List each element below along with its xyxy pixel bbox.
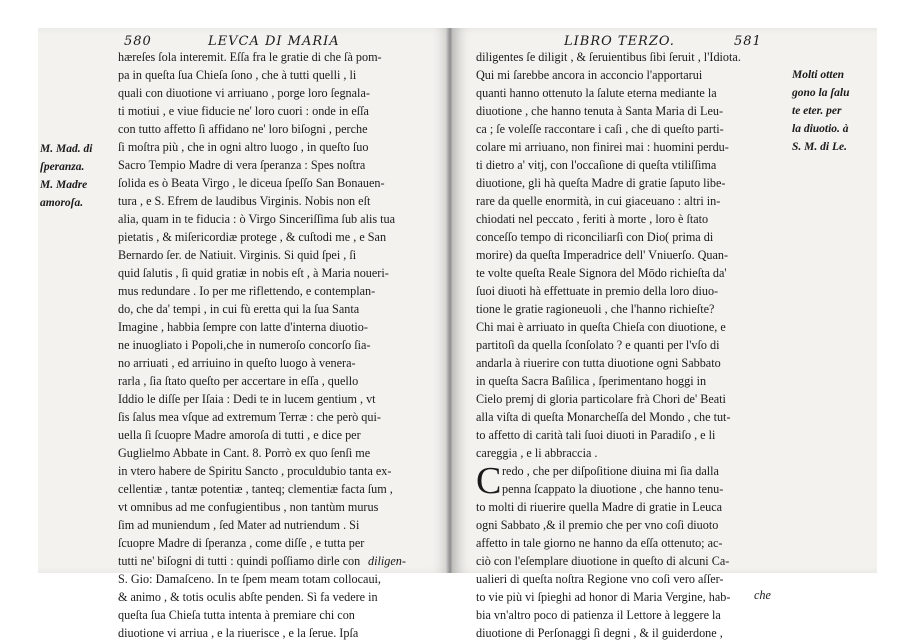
margin-note: ſperanza.	[40, 161, 85, 173]
drop-cap: C	[476, 460, 502, 502]
text-line: morire) da queſta Imperadrice dell' Vniuerſo. Quan-	[476, 248, 729, 262]
text-line: chiodati nel peccato , feriti à morte , loro è ſtato	[476, 212, 709, 226]
margin-note: M. Mad. di	[40, 143, 93, 155]
text-line: Bernardo ſer. de Natiuit. Virginis. Si quid ſpei , ſi	[118, 248, 357, 262]
right-page	[452, 28, 877, 640]
text-line: ogni Sabbato ,& il premio che per vno coſi diuoto	[476, 518, 719, 532]
text-line: vt omnibus ad me confugientibus , non tantùm murus	[118, 500, 379, 514]
text-line: tutti ne' biſogni di tutti : quindi poſſiamo dirle con	[118, 554, 361, 568]
text-line: Chi mai è arriuato in queſta Chieſa con diuotione, e	[476, 320, 726, 334]
text-line: penna ſcappato la diuotione , che hanno tenu-	[502, 482, 724, 496]
right-margin-notes	[792, 66, 850, 156]
text-line: colare mi arriuano, non finirei mai : huomini perdu-	[476, 140, 729, 154]
text-line: Guglielmo Abbate in Cant. 8. Porrò ex quo ſenſi me	[118, 446, 371, 460]
right-catchword: che	[754, 588, 771, 602]
margin-note: gono la ſalu	[792, 87, 850, 99]
text-line: diuotione di Perſonaggi ſì degni , & il guiderdone ,	[476, 626, 723, 640]
text-line: redo , che per diſpoſitione diuina mi ſia dalla	[502, 464, 719, 478]
text-line: queſta ſua Chieſa tutta intenta à premiare chi con	[118, 608, 355, 622]
text-line: Iddio le diſſe per Iſaia : Dedi te in lucem gentium , vt	[118, 392, 376, 406]
text-line: to affetto di carità tali ſuoi diuoti in Paradiſo , e li	[476, 428, 716, 442]
right-page-number: 581	[734, 34, 762, 49]
text-line: partitoſi da quella ſconſolato ? e quanti per l'vſo di	[476, 338, 720, 352]
text-line: alla viſta di queſta Monarcheſſa del Mondo , che tut-	[476, 410, 731, 424]
text-line: te volte queſta Reale Signora del Mōdo richieſta da'	[476, 266, 727, 280]
text-line: diuotione vi arriua , e la riuerisce , e la ſerue. Ipſa	[118, 626, 359, 640]
text-line: tione le gratie ragioneuoli , che l'hanno richieſte?	[476, 302, 715, 316]
margin-note: M. Madre	[40, 179, 88, 191]
text-line: Sacro Tempio Madre di vera ſperanza : Spes noſtra	[118, 158, 366, 172]
text-line: & animo , & totis oculis abſte penden. Sì fa vedere in	[118, 590, 378, 604]
text-line: Qui mi ſarebbe ancora in acconcio l'apportarui	[476, 68, 703, 82]
text-line: alia, quam in te fiducia : ò Virgo Sinceriſſima ſub alis tua	[118, 212, 396, 226]
text-line: Cielo premj di gloria particolare frà Chori de' Beati	[476, 392, 726, 406]
text-line: ne inuogliato i Popoli,che in numeroſo concorſo ſia-	[118, 338, 371, 352]
text-line: quali con diuotione vi arriuano , porge loro ſegnala-	[118, 86, 370, 100]
right-body-text-paragraph-2	[476, 462, 782, 642]
text-line: no arriuati , ed arriuino in queſto luogo à venera-	[118, 356, 356, 370]
text-line: bia vn'altro poco di patienza il Lettore à leggere la	[476, 608, 721, 622]
text-line: in queſta Sacra Baſilica , ſperimentano hoggi in	[476, 374, 707, 388]
left-page	[38, 28, 448, 640]
text-line: pa in queſta ſua Chieſa ſono , che à tutti quelli , li	[118, 68, 357, 82]
text-line: in vtero habere de Spiritu Sancto , proculdubio tanta ex-	[118, 464, 392, 478]
text-line: quid ſalutis , ſi quid gratiæ in nobis eſt , à Maria noueri-	[118, 266, 389, 280]
text-line: cellentiæ , tantæ potentiæ , tanteq; clementiæ facta ſum ,	[118, 482, 393, 496]
text-line: ti motiui , e viue fiducie ne' loro cuori : onde in eſſa	[118, 104, 369, 118]
margin-note: la diuotio. à	[792, 123, 849, 135]
text-line: ti dietro a' vitj, con l'occaſione di queſta vtiliſſima	[476, 158, 717, 172]
text-line: diligentes ſe diligit , & ſeruientibus ſibi ſeruit , l'Idiota.	[476, 50, 741, 64]
text-line: quanti hanno ottenuto la ſalute eterna mediante la	[476, 86, 717, 100]
text-line: ciò con l'eſemplare diuotione in queſto di alcuni Ca-	[476, 554, 730, 568]
text-line: ſuoi diuoti hà effettuate in premio della loro diuo-	[476, 284, 719, 298]
left-page-number: 580	[124, 34, 152, 49]
text-line: affetto in tale giorno ne hanno da eſſa ottenuto; ac-	[476, 536, 723, 550]
margin-note: S. M. di Le.	[792, 141, 847, 153]
text-line: pietatis , & miſericordiæ protege , & cuſtodi me , e San	[118, 230, 387, 244]
text-line: conceſſo tempo di riconciliarſi con Dio( prima di	[476, 230, 714, 244]
text-line: ſolida es ò Beata Virgo , le diceua ſpeſſo San Bonauen-	[118, 176, 385, 190]
margin-note: amoroſa.	[40, 197, 84, 209]
text-line: andarla à riuerire con tutta diuotione ogni Sabbato	[476, 356, 721, 370]
text-line: uella ſi ſcuopre Madre amoroſa di tutti , e dice per	[118, 428, 361, 442]
text-line: diuotione, gli hà queſta Madre di gratie ſaputo libe-	[476, 176, 726, 190]
text-line: hæreſes ſola interemit. Eſſa fra le gratie di che ſà pom-	[118, 50, 382, 64]
text-line: rarla , ſia ſtato queſto per accertare in eſſa , quello	[118, 374, 359, 388]
text-line: careggia , e li abbraccia .	[476, 446, 598, 460]
text-line: ſi moſtra più , che in ogni altro luogo , in queſto ſuo	[118, 140, 369, 154]
margin-note: te eter. per	[792, 105, 842, 117]
text-line: ualieri di queſta noſtra Regione vno coſi vero aſſer-	[476, 572, 724, 586]
text-line: tura , e S. Efrem de laudibus Virginis. Nobis non eſt	[118, 194, 371, 208]
text-line: to molti di riuerire quella Madre di gratie in Leuca	[476, 500, 723, 514]
right-running-head: LIBRO TERZO.	[564, 34, 675, 49]
text-line: mus redundare . Io per me riflettendo, e contemplan-	[118, 284, 376, 298]
text-line: ſcuopre Madre di ſperanza , come diſſe , e tutta per	[118, 536, 365, 550]
left-body-text	[118, 48, 443, 642]
text-line: S. Gio: Damaſceno. In te ſpem meam totam collocaui,	[118, 572, 381, 586]
text-line: diuotione , che hanno tenuta à Santa Maria di Leu-	[476, 104, 724, 118]
text-line: ſis ſalus mea vſque ad extremum Terræ : che però qui-	[118, 410, 381, 424]
text-line: to vie più vi ſpieghi ad honor di Maria Vergine, hab-	[476, 590, 731, 604]
text-line: con tutto affetto ſi affidano ne' loro biſogni , perche	[118, 122, 368, 136]
text-line: Imagine , habbia ſempre con latte d'interna diuotio-	[118, 320, 368, 334]
left-running-head: LEVCA DI MARIA	[208, 34, 340, 49]
text-line: ca ; ſe voleſſe raccontare i caſi , che di queſto parti-	[476, 122, 724, 136]
text-line: rare da quelle enormità, in cui giaceuano : altri in-	[476, 194, 721, 208]
left-catchword: diligen-	[368, 554, 406, 568]
margin-note: Molti otten	[792, 69, 845, 81]
left-margin-notes	[40, 140, 92, 212]
right-body-text	[476, 48, 782, 462]
text-line: ſim ad muniendum , ſed Mater ad nutriendum . Si	[118, 518, 360, 532]
text-line: do, che da' tempi , in cui fù eretta qui la ſua Santa	[118, 302, 360, 316]
